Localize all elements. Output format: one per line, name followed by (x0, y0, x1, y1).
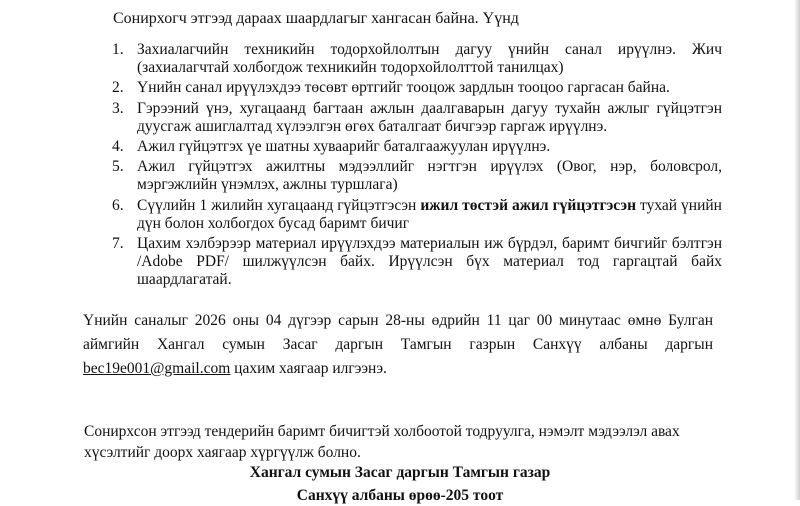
item-text-after: тухай үнийн дүн болон холбогдох бусад баримт бичиг (137, 196, 722, 232)
item-number: 6. (112, 196, 124, 214)
page-edge-shadow (794, 0, 800, 500)
email-link[interactable]: bec19e001@gmail.com (83, 360, 231, 377)
deadline-text: Үнийн саналыг 2026 оны 04 дүгээр сарын 28-ны өдрийн 11 цаг 00 минутаас өмнө Булган аймгийн Хангал сумын Засаг даргын Тамгын газрын Санхүү албаны даргын (83, 312, 713, 353)
contact-note: Сонирхсон этгээд тендерийн баримт бичигтэй холбоотой тодруулга, нэмэлт мэдээлэл авах хүсэлтийг доорх хаягаар хүргүүлж болно. (84, 423, 680, 461)
list-item (112, 235, 722, 290)
room-number: Санхүү албаны өрөө-205 тоот (296, 487, 504, 504)
list-item (112, 79, 722, 97)
deadline-paragraph (83, 309, 713, 381)
requirements-list (112, 41, 722, 292)
list-item (112, 100, 722, 136)
item-number: 1. (112, 41, 124, 58)
item-text: Захиалагчийн техникийн тодорхойлолтын дагуу үнийн санал ирүүлнэ. Жич (захиалагчтай холбогдож техникийн тодорхойлолттой танилцах) (137, 41, 722, 77)
org-name: Хангал сумын Засаг даргын Тамгын газар (249, 464, 551, 481)
item-number: 7. (112, 235, 124, 253)
item-number: 2. (112, 79, 124, 97)
intro-text: Сонирхогч этгээд дараах шаардлагыг хангасан байна. Үүнд (113, 10, 519, 27)
deadline-after: цахим хаягаар илгээнэ. (230, 360, 387, 377)
item-text: Үнийн санал ирүүлэхдээ төсөвт өртгийг тооцож зардлын тооцоо гаргасан байна. (137, 79, 670, 97)
item-text: Гэрээний үнэ, хугацаанд багтаан ажлын даалгаварын дагуу тухайн ажлыг гүйцэтгэн дуусгаж ашиглалтад хүлээлгэн өгөх баталгаат бичгээр гаргаж ирүүлнэ. (137, 99, 722, 135)
list-item (112, 158, 722, 194)
item-number: 3. (112, 99, 124, 117)
list-item (112, 197, 722, 233)
list-item (112, 138, 722, 156)
item-text-before: Сүүлийн 1 жилийн хугацаанд гүйцэтгэсэн (137, 196, 421, 214)
item-number: 5. (112, 158, 124, 176)
item-text: Ажил гүйцэтгэх ажилтны мэдээллийг нэгтгэн ирүүлэх (Овог, нэр, боловсрол, мэргэжлийн үнэмлэх, ажлны туршлага) (137, 158, 722, 194)
item-text: Цахим хэлбэрээр материал ирүүлэхдээ материалын иж бүрдэл, баримт бичгийг бэлтгэн /Adobe PDF/ шилжүүлсэн байх. Ирүүлсэн бүх материал тод гаргацтай байх шаардлагатай. (137, 235, 722, 289)
item-text-bold: ижил төстэй ажил гүйцэтгэсэн (420, 196, 637, 214)
item-text: Ажил гүйцэтгэх үе шатны хуваарийг баталгаажуулан ирүүлнэ. (137, 138, 551, 156)
item-number: 4. (112, 138, 124, 156)
list-item (112, 41, 722, 77)
